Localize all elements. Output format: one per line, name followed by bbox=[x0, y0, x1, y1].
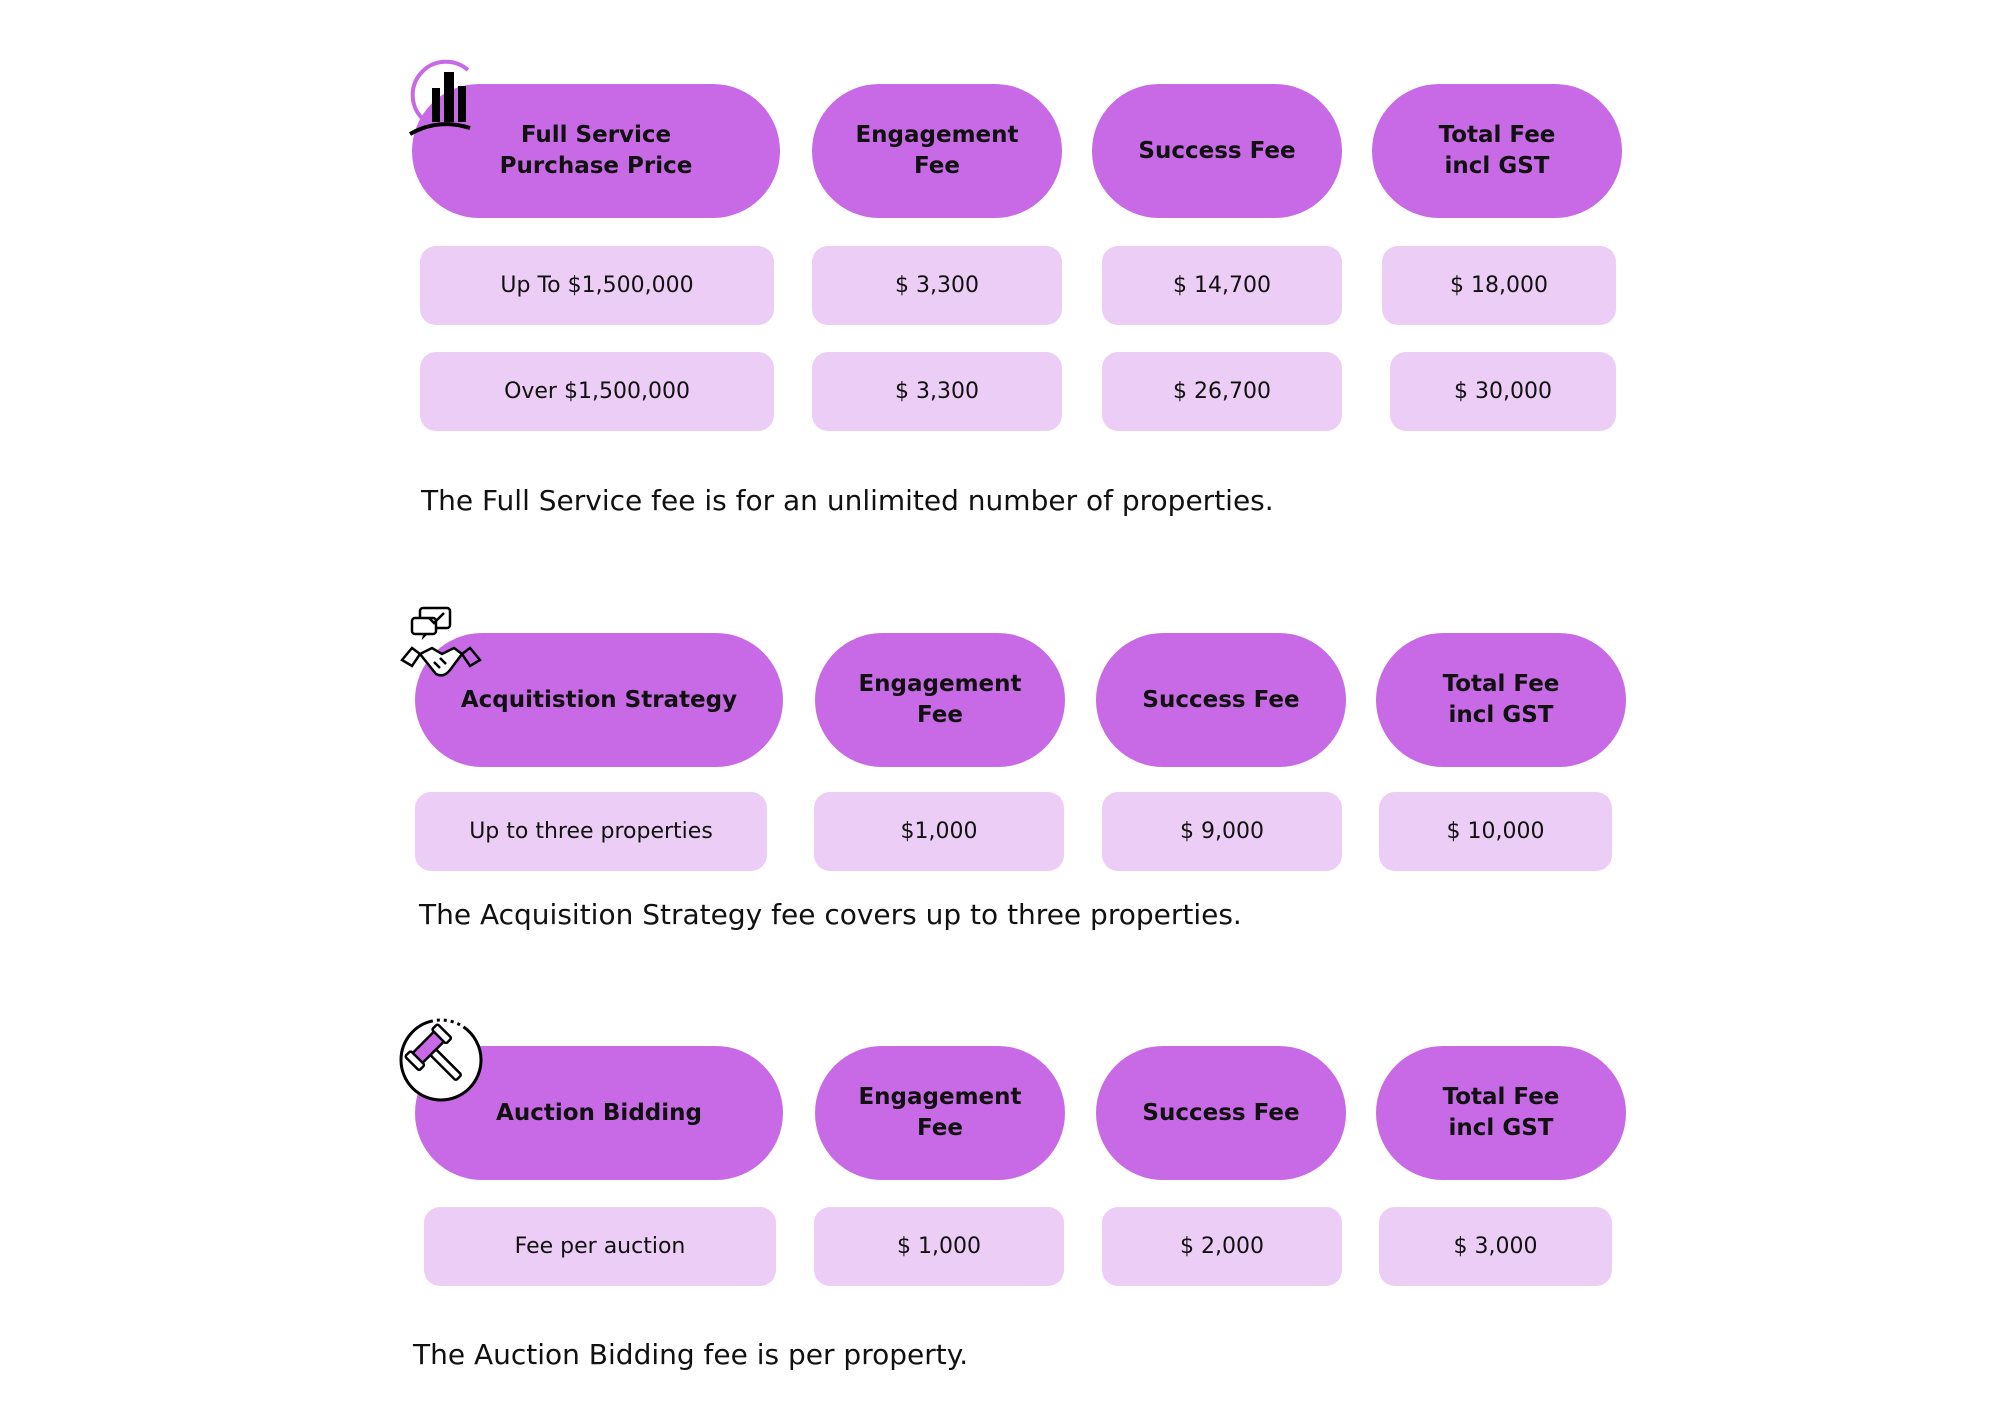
full-service-row2-purchase-price: Over $1,500,000 bbox=[420, 352, 774, 431]
auction-row1-total-fee: $ 3,000 bbox=[1379, 1207, 1612, 1286]
full-service-row1-total-fee: $ 18,000 bbox=[1382, 246, 1616, 325]
auction-header-bidding: Auction Bidding bbox=[415, 1046, 783, 1180]
auction-gavel-icon bbox=[398, 1017, 484, 1103]
handshake-chat-icon bbox=[398, 604, 484, 690]
acquisition-note: The Acquisition Strategy fee covers up to three properties. bbox=[419, 898, 1242, 931]
full-service-row1-engagement-fee: $ 3,300 bbox=[812, 246, 1062, 325]
auction-header-engagement-fee: Engagement Fee bbox=[815, 1046, 1065, 1180]
acquisition-row1-engagement-fee: $1,000 bbox=[814, 792, 1064, 871]
full-service-row2-success-fee: $ 26,700 bbox=[1102, 352, 1342, 431]
auction-row1-bidding: Fee per auction bbox=[424, 1207, 776, 1286]
full-service-row2-total-fee: $ 30,000 bbox=[1390, 352, 1616, 431]
acquisition-row1-strategy: Up to three properties bbox=[415, 792, 767, 871]
full-service-row1-purchase-price: Up To $1,500,000 bbox=[420, 246, 774, 325]
acquisition-row1-success-fee: $ 9,000 bbox=[1102, 792, 1342, 871]
full-service-header-purchase-price: Full Service Purchase Price bbox=[412, 84, 780, 218]
auction-header-total-fee: Total Fee incl GST bbox=[1376, 1046, 1626, 1180]
auction-note: The Auction Bidding fee is per property. bbox=[413, 1338, 969, 1371]
acquisition-header-success-fee: Success Fee bbox=[1096, 633, 1346, 767]
acquisition-header-strategy: Acquitistion Strategy bbox=[415, 633, 783, 767]
full-service-header-total-fee: Total Fee incl GST bbox=[1372, 84, 1622, 218]
acquisition-row1-total-fee: $ 10,000 bbox=[1379, 792, 1612, 871]
full-service-header-engagement-fee: Engagement Fee bbox=[812, 84, 1062, 218]
building-skyline-icon bbox=[398, 52, 484, 138]
full-service-note: The Full Service fee is for an unlimited number of properties. bbox=[421, 484, 1274, 517]
full-service-row2-engagement-fee: $ 3,300 bbox=[812, 352, 1062, 431]
acquisition-header-total-fee: Total Fee incl GST bbox=[1376, 633, 1626, 767]
full-service-row1-success-fee: $ 14,700 bbox=[1102, 246, 1342, 325]
auction-row1-success-fee: $ 2,000 bbox=[1102, 1207, 1342, 1286]
acquisition-header-engagement-fee: Engagement Fee bbox=[815, 633, 1065, 767]
auction-header-success-fee: Success Fee bbox=[1096, 1046, 1346, 1180]
auction-row1-engagement-fee: $ 1,000 bbox=[814, 1207, 1064, 1286]
full-service-header-success-fee: Success Fee bbox=[1092, 84, 1342, 218]
